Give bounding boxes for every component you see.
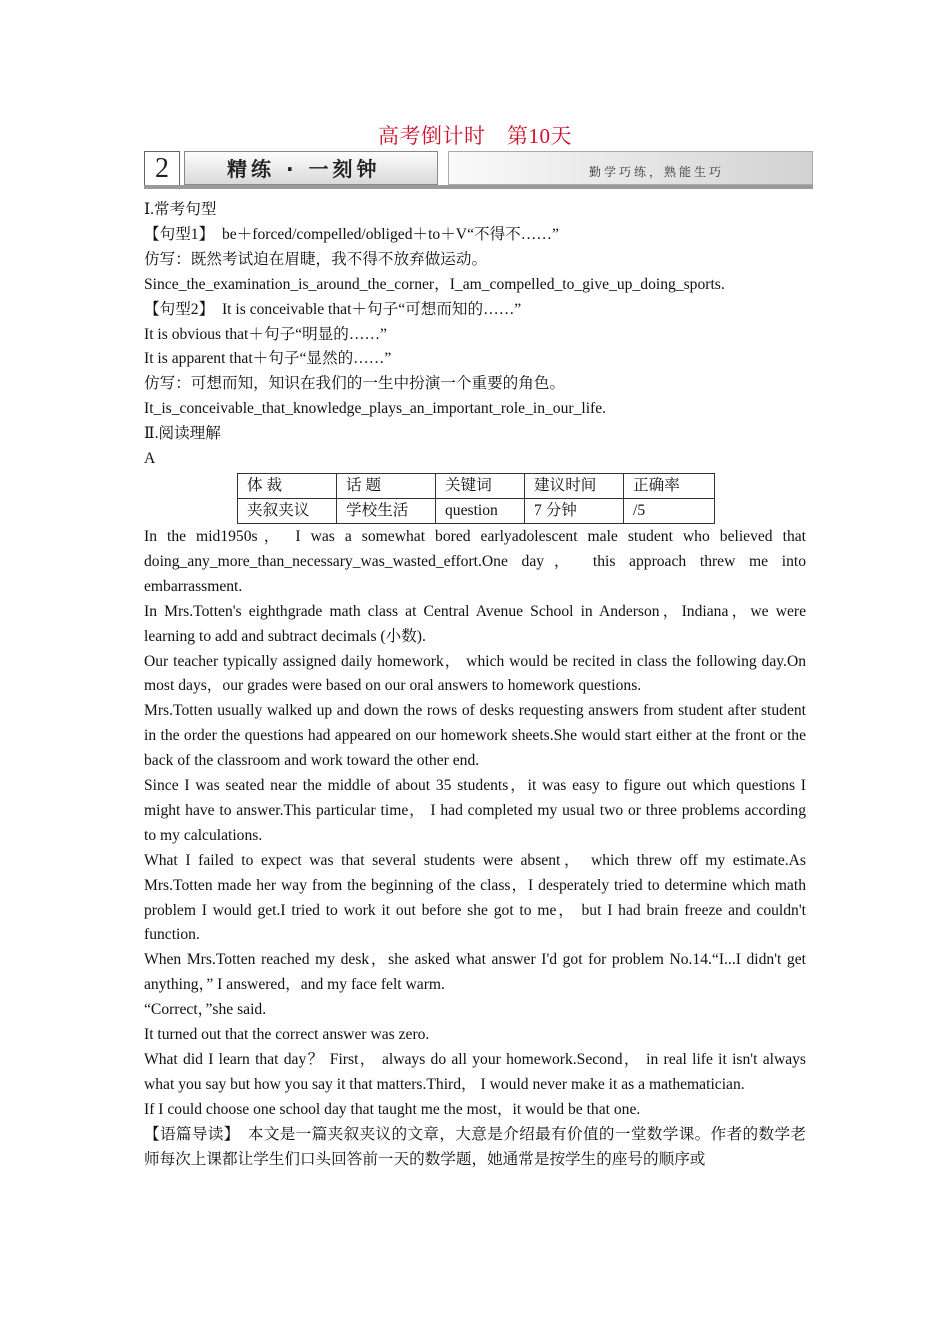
passage-paragraph: Since I was seated near the middle of about 35 students，it was easy to figure out which questions I might have to answer.This particular time， I had completed my usual two or three problems according to my calculations.	[144, 777, 806, 844]
table-cell: 学校生活	[337, 498, 436, 523]
passage-label: A	[144, 450, 156, 468]
passage-paragraph: It turned out that the correct answer was zero.	[144, 1026, 430, 1044]
page-title: 高考倒计时 第10天	[378, 124, 572, 148]
heading-common-patterns: Ⅰ.常考句型	[144, 201, 217, 218]
heading-reading: Ⅱ.阅读理解	[144, 425, 221, 443]
passage-paragraph: “Correct，”she said.	[144, 1001, 267, 1019]
pattern-2-answer: It_is_conceivable_that_knowledge_plays_an_important_role_in_our_life.	[144, 400, 607, 418]
passage-guide: 【语篇导读】 本文是一篇夹叙夹议的文章，大意是介绍最有价值的一堂数学课。作者的数学老师每次上课都让学生们口头回答前一天的数学题，她通常是按学生的座号的顺序或	[144, 1125, 806, 1168]
pattern-2-variant-1: It is obvious that＋句子“明显的……”	[144, 325, 387, 343]
section-number: 2	[144, 151, 180, 187]
section-banner	[144, 151, 813, 187]
passage-paragraph: What did I learn that day？ First， always do all your homework.Second， in real life it isn't always what you say but how you say it that matters.Third， I would never make it as a mathematician.	[144, 1051, 806, 1093]
passage-paragraph: In Mrs.Totten's eighthgrade math class at Central Avenue School in Anderson，Indiana，we were learning to add and subtract decimals (小数).	[144, 602, 806, 645]
pattern-1-answer: Since_the_examination_is_around_the_corner，I_am_compelled_to_give_up_doing_sports.	[144, 275, 725, 293]
passage-info-table	[237, 473, 715, 524]
table-cell: /5	[624, 498, 715, 523]
table-cell: 关键词	[436, 473, 525, 498]
section-title: 精练 · 一刻钟	[184, 151, 438, 185]
table-cell: 7 分钟	[525, 498, 624, 523]
banner-underline	[144, 185, 813, 189]
section-slogan: 勤学巧练，熟能生巧	[448, 151, 813, 185]
table-cell: 正确率	[624, 473, 715, 498]
table-header-row	[238, 473, 715, 498]
pattern-2: 【句型2】 It is conceivable that＋句子“可想而知的……”	[144, 300, 522, 318]
passage-paragraph: When Mrs.Totten reached my desk，she asked what answer I'd got for problem No.14.“I...I didn't get anything，” I answered，and my face felt warm.	[144, 951, 806, 994]
table-cell: 话 题	[337, 473, 436, 498]
passage-paragraph: Our teacher typically assigned daily homework， which would be recited in class the following day.On most days，our grades were based on our oral answers to homework questions.	[144, 652, 806, 695]
document-body	[144, 198, 806, 1173]
table-row	[238, 498, 715, 523]
pattern-2-exercise: 仿写：可想而知，知识在我们的一生中扮演一个重要的角色。	[144, 375, 566, 393]
table-cell: 夹叙夹议	[238, 498, 337, 523]
passage-paragraph: Mrs.Totten usually walked up and down the rows of desks requesting answers from student after student in the order the questions had appeared on our homework sheets.She would start either at the front or the back of the classroom and work toward the other end.	[144, 702, 806, 770]
pattern-1-exercise: 仿写：既然考试迫在眉睫，我不得不放弃做运动。	[144, 250, 488, 268]
table-cell: 建议时间	[525, 473, 624, 498]
pattern-2-variant-2: It is apparent that＋句子“显然的……”	[144, 350, 392, 368]
passage-paragraph: What I failed to expect was that several students were absent， which threw off my estimate.As Mrs.Totten made her way from the beginning of the class，I desperately tried to determine which math problem I would get.I tried to work it out before she got to me， but I had brain freeze and couldn't function.	[144, 851, 806, 944]
table-cell: question	[436, 498, 525, 523]
passage-paragraph: In the mid1950s， I was a somewhat bored earlyadolescent male student who believed that doing_any_more_than_necessary_was_wasted_effort.One day， this approach threw me into embarrassment.	[144, 527, 806, 595]
passage-paragraph: If I could choose one school day that taught me the most，it would be that one.	[144, 1100, 641, 1118]
pattern-1: 【句型1】 be＋forced/compelled/obliged＋to＋V“不得不……”	[144, 225, 559, 243]
table-cell: 体 裁	[238, 473, 337, 498]
